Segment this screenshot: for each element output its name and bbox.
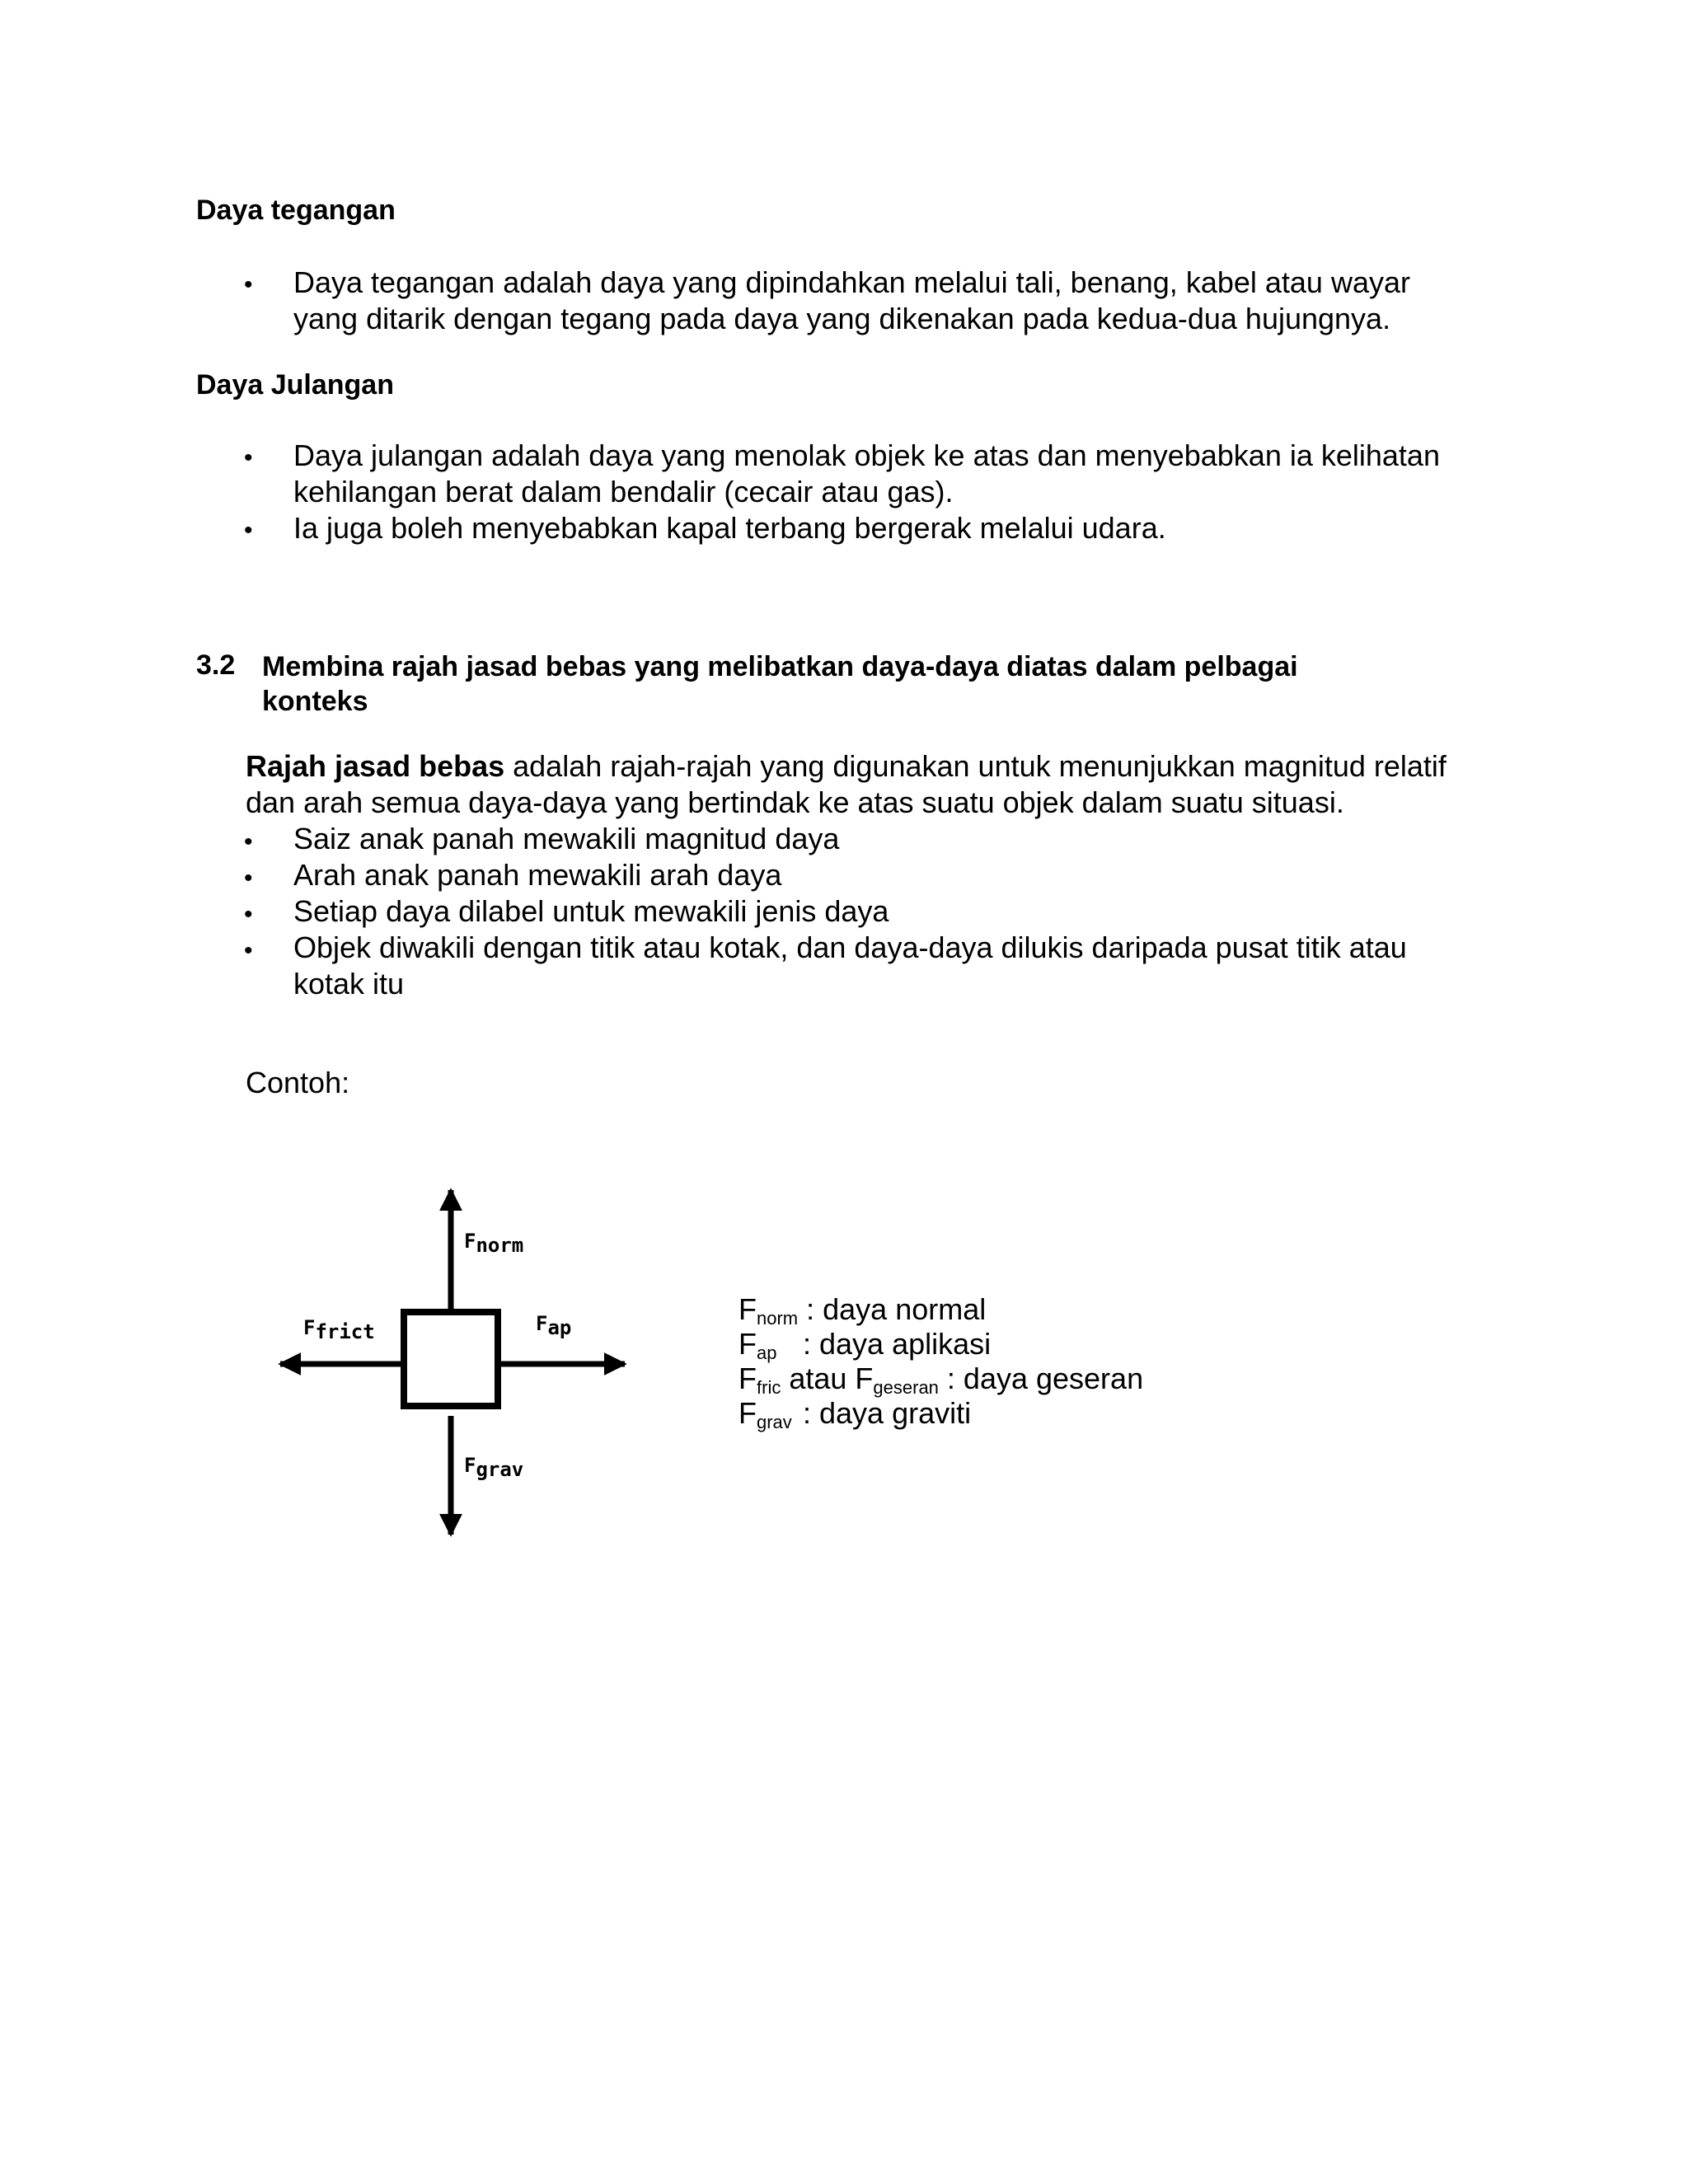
legend-applied-f: F xyxy=(738,1327,757,1361)
legend-normal-text: : daya normal xyxy=(798,1292,987,1326)
legend-applied-sub: ap xyxy=(757,1343,777,1363)
free-body-diagram xyxy=(264,1170,643,1549)
legend-friction-sub: fric xyxy=(757,1377,781,1398)
label-f-grav xyxy=(464,1454,523,1481)
legend-applied-text: : daya aplikasi xyxy=(803,1327,992,1361)
label-f-ap-sub: ap xyxy=(547,1316,572,1339)
definition-line2: dan arah semua daya-daya yang bertindak ke atas suatu objek dalam suatu situasi. xyxy=(246,785,1344,819)
label-f-ap xyxy=(536,1312,571,1339)
section-title-line1: Membina rajah jasad bebas yang melibatkan daya-daya diatas dalam pelbagai xyxy=(262,651,1298,682)
buoyancy-bullet-1-line2: kehilangan berat dalam bendalir (cecair atau gas). xyxy=(293,475,954,509)
legend-gravity-text: : daya graviti xyxy=(803,1396,972,1430)
tension-heading: Daya tegangan xyxy=(196,194,396,226)
legend-normal-f: F xyxy=(738,1292,757,1326)
definition-line1-rest: adalah rajah-rajah yang digunakan untuk menunjukkan magnitud relatif xyxy=(504,749,1447,783)
rule-2: Arah anak panah mewakili arah daya xyxy=(293,858,782,892)
object-box xyxy=(404,1312,498,1406)
bullet-icon: • xyxy=(244,517,253,544)
label-f-frict xyxy=(303,1316,375,1343)
bullet-icon: • xyxy=(244,865,253,892)
legend-normal-sub: norm xyxy=(757,1308,799,1329)
label-f-norm xyxy=(464,1230,523,1257)
rule-3: Setiap daya dilabel untuk mewakili jenis daya xyxy=(293,894,889,928)
rule-4 xyxy=(293,930,1407,1002)
legend-gravity xyxy=(738,1396,971,1440)
label-f-norm-sub: norm xyxy=(476,1234,524,1257)
legend-friction-atau: atau F xyxy=(789,1361,874,1395)
section-title-line2: konteks xyxy=(262,686,368,717)
legend-friction-geseran-sub: geseran xyxy=(873,1377,939,1398)
buoyancy-heading: Daya Julangan xyxy=(196,369,394,401)
section-number: 3.2 xyxy=(196,649,236,681)
buoyancy-bullet-2: Ia juga boleh menyebabkan kapal terbang bergerak melalui udara. xyxy=(293,511,1166,545)
label-f-frict-sub: frict xyxy=(315,1320,375,1343)
tension-bullet-1-line1: Daya tegangan adalah daya yang dipindahkan melalui tali, benang, kabel atau wayar xyxy=(293,265,1410,299)
bullet-icon: • xyxy=(244,271,253,298)
label-f-norm-f: F xyxy=(464,1230,476,1253)
bullet-icon: • xyxy=(244,937,253,964)
bullet-icon: • xyxy=(244,828,253,855)
legend-gravity-f: F xyxy=(738,1396,757,1430)
bullet-icon: • xyxy=(244,444,253,471)
bullet-icon: • xyxy=(244,901,253,928)
rule-4-line2: kotak itu xyxy=(293,967,405,1001)
label-f-grav-f: F xyxy=(464,1454,476,1477)
rule-1: Saiz anak panah mewakili magnitud daya xyxy=(293,822,840,855)
tension-bullet-1-line2: yang ditarik dengan tegang pada daya yang dikenakan pada kedua-dua hujungnya. xyxy=(293,302,1391,335)
legend-gravity-sub: grav xyxy=(757,1412,792,1432)
label-f-grav-sub: grav xyxy=(476,1458,524,1481)
label-f-ap-f: F xyxy=(536,1312,548,1335)
tension-bullet-1 xyxy=(293,265,1410,337)
definition-term: Rajah jasad bebas xyxy=(246,749,505,783)
legend-friction-text: : daya geseran xyxy=(938,1361,1144,1395)
rule-4-line1: Objek diwakili dengan titik atau kotak, dan daya-daya dilukis daripada pusat titik atau xyxy=(293,930,1407,964)
legend-friction-f: F xyxy=(738,1361,757,1395)
example-label: Contoh: xyxy=(246,1066,350,1099)
definition-line1 xyxy=(246,748,1447,785)
label-f-frict-f: F xyxy=(303,1316,316,1339)
section-title xyxy=(262,649,1298,719)
buoyancy-bullet-1 xyxy=(293,438,1440,510)
buoyancy-bullet-1-line1: Daya julangan adalah daya yang menolak objek ke atas dan menyebabkan ia kelihatan xyxy=(293,438,1440,472)
definition-paragraph xyxy=(246,748,1447,821)
